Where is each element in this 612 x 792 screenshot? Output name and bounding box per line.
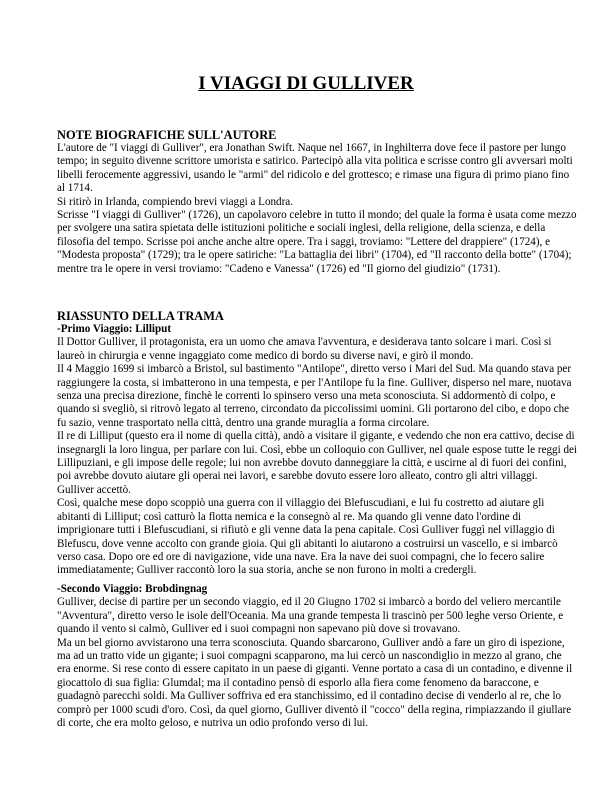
bio-heading: NOTE BIOGRAFICHE SULL'AUTORE: [57, 128, 277, 142]
plot-heading: RIASSUNTO DELLA TRAMA: [57, 309, 224, 323]
plot-section: [57, 309, 577, 578]
voyage-1-paragraph-4: Così, qualche mese dopo scoppiò una guerra con il villaggio dei Blefuscudiani, e lui fu costretto ad aiutare gli abitanti di Lilliput; così catturò la flotta nemica e la consegnò al re. Ma quando gli venne dato l'ordine di imprigionare tutti i Blefuscudiani, si rifiutò e gli venne data la pena capitale. Così Gulliver fuggì nel villaggio di Blefuscu, dove venne accolto con grande gioia. Qui gli abitanti lo aiutarono a costruirsi un vascello, e si imbarcò verso casa. Dopo ore ed ore di navigazione, vide una nave. Era la nave dei suoi compagni, che lo fecero salire immediatamente; Gulliver raccontò loro la sua storia, anche se non furono in molti a credergli.: [57, 497, 558, 577]
bio-paragraph-3: Scrisse "I viaggi di Gulliver" (1726), un capolavoro celebre in tutto il mondo; del quale la forma è usata come mezzo per svolgere una satira spietata delle istituzioni politiche e sociali inglesi, della religione, della scienza, e della filosofia del tempo. Scrisse poi anche anche altre opere. Tra i saggi, troviamo: "Lettere del drappiere" (1724), e "Modesta proposta" (1729); tra le opere satiriche: "La battaglia dei libri" (1704), ed "Il racconto della botte" (1704); mentre tra le opere in versi troviamo: "Cadeno e Vanessa" (1726) ed "Il giorno del giudizio" (1731).: [57, 209, 577, 275]
voyage-2-title: -Secondo Viaggio: Brobdingnag: [57, 583, 208, 595]
voyage-1-paragraph-2: Il 4 Maggio 1699 si imbarcò a Bristol, sul bastimento "Antilope", diretto verso i Mari del Sud. Ma quando stava per raggiungere la costa, si imbatterono in una tempesta, e per l'Antilope fu la fine. Gulliver, disperso nel mare, nuotava senza una precisa direzione, finchè le correnti lo spinsero verso una meta sconosciuta. Si addormentò di colpo, e quando si svegliò, si ritrovò legato al terreno, circondato da piccolissimi uomini. Gli portarono del cibo, e dopo che fu sazio, venne trasportato nella città, dentro una grande muraglia a forma circolare.: [57, 363, 572, 429]
bio-paragraph-2: Si ritirò in Irlanda, compiendo brevi viaggi a Londra.: [57, 195, 293, 208]
bio-paragraph-1: L'autore de "I viaggi di Gulliver", era Jonathan Swift. Naque nel 1667, in Inghilterra dove fece il pastore per lungo tempo; in seguito divenne scrittore umorista e satirico. Partecipò alla vita politica e scrisse contro gli avversari molti libelli ferocemente aggressivi, usando le "armi" del ridicolo e del grottesco; e rimase una figura di primo piano fino al 1714.: [57, 142, 573, 195]
voyage-2-paragraph-1: Gulliver, decise di partire per un secondo viaggio, ed il 20 Giugno 1702 si imbarcò a bordo del veliero mercantile "Avventura", diretto verso le isole dell'Oceania. Ma una grande tempesta li trascinò per 500 leghe verso Oriente, e quando il vento si calmò, Gulliver ed i suoi compagni non sapevano più dove si trovavano.: [57, 596, 564, 636]
document-title: I VIAGGI DI GULLIVER: [198, 73, 414, 94]
voyage-1-paragraph-1: Il Dottor Gulliver, il protagonista, era un uomo che amava l'avventura, e desiderava tanto solcare i mari. Così si laureò in chirurgia e venne ingaggiato come medico di bordo su diverse navi, e girò il mondo.: [57, 336, 552, 362]
voyage-2-section: [57, 583, 577, 730]
bio-section: [57, 128, 577, 276]
voyage-1-title: -Primo Viaggio: Lilliput: [57, 323, 172, 335]
voyage-1-paragraph-3: Il re di Lilliput (questo era il nome di quella città), andò a visitare il gigante, e vedendo che non era cattivo, decise di insegnargli la loro lingua, per parlare con lui. Così, ebbe un colloquio con Gulliver, nel quale espose tutte le reggi dei Lillipuziani, e gli impose delle regole; lui non avrebbe dovuto danneggiare la città, e uscirne al di fuori dei confini, poi avrebbe dovuto aiutare gli operai nei lavori, e sarebbe dovuto essere loro alleato, contro gli altri villaggi. Gulliver accettò.: [57, 430, 577, 496]
voyage-2-paragraph-2: Ma un bel giorno avvistarono una terra sconosciuta. Quando sbarcarono, Gulliver andò a fare un giro di ispezione, ma ad un tratto vide un gigante; i suoi compagni scapparono, ma lui cercò un nascondiglio in mezzo al grano, che era enorme. Si rese conto di essere capitato in un paese di giganti. Venne portato a casa di un contadino, e divenne il giocattolo di sua figlia: Glumdal; ma il contadino pensò di esporlo alla fiera come fenomeno da baraccone, e guadagnò parecchi soldi. Ma Gulliver soffriva ed era stanchissimo, ed il contadino decise di venderlo al re, che lo comprò per 1000 scudi d'oro. Così, da quel giorno, Gulliver diventò il "cocco" della regina, rimpiazzando il giullare di corte, che era molto geloso, e nutriva un odio profondo verso di lui.: [57, 636, 573, 730]
